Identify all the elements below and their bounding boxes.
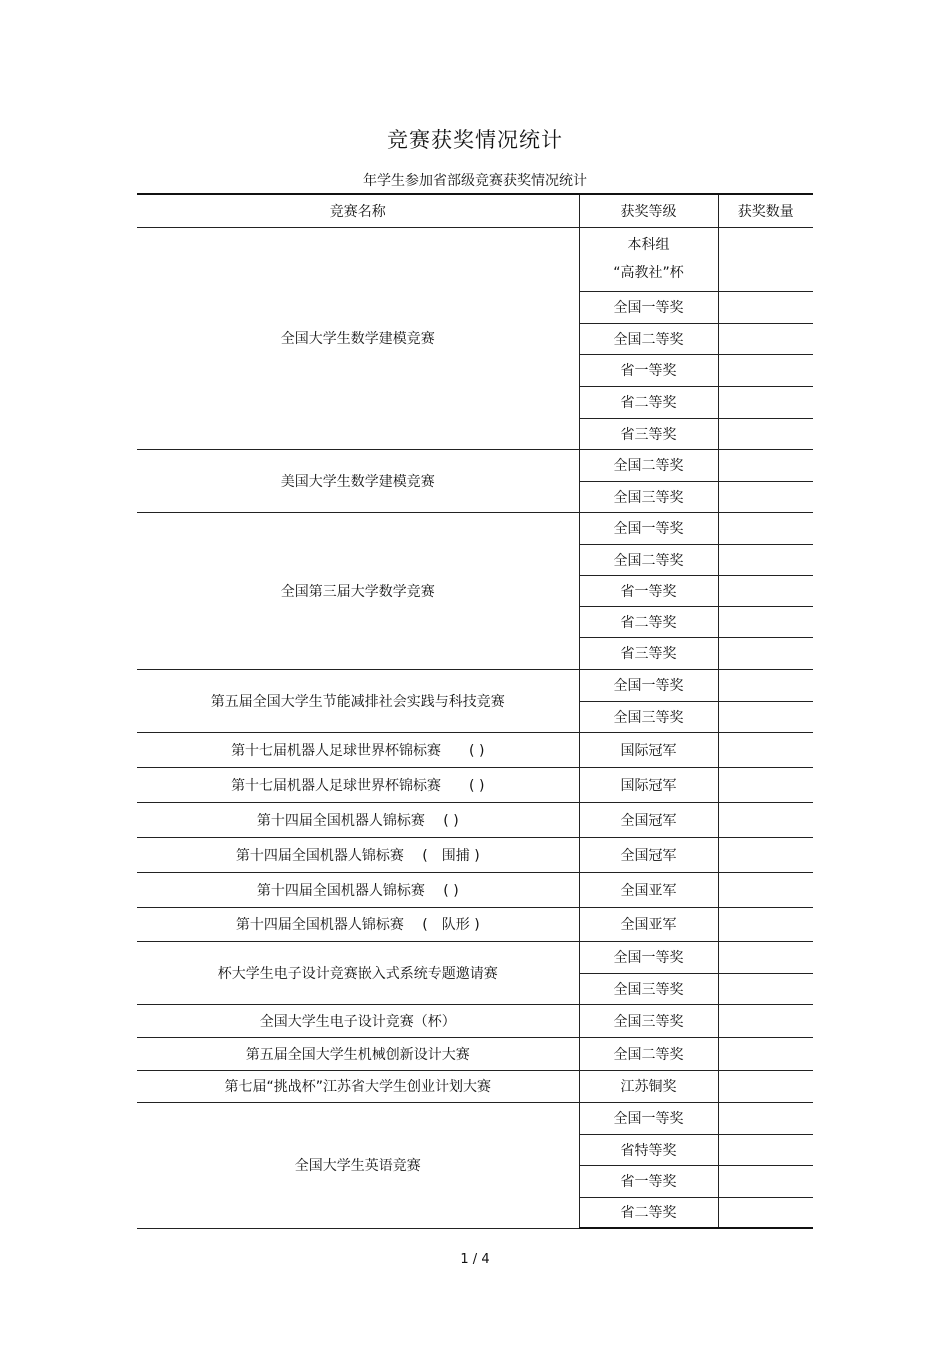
competition-name-cell: 美国大学生数学建模竞赛 [137, 449, 579, 512]
award-count-cell [718, 1004, 813, 1037]
award-level-cell: 全国冠军 [579, 837, 718, 872]
award-count-cell [718, 1037, 813, 1070]
award-level-cell: 省三等奖 [579, 418, 718, 449]
competition-name-cell: 第五届全国大学生机械创新设计大赛 [137, 1037, 579, 1070]
award-count-cell [718, 227, 813, 291]
award-level-cell: 全国三等奖 [579, 701, 718, 732]
table-row [137, 837, 813, 872]
award-level-cell: 全国亚军 [579, 872, 718, 907]
table-row [137, 227, 813, 291]
table-row [137, 1004, 813, 1037]
award-level-cell: 全国一等奖 [579, 1102, 718, 1134]
award-count-cell [718, 575, 813, 606]
competition-name-cell: 第十七届机器人足球世界杯锦标赛 ( ) [137, 732, 579, 767]
table-row [137, 669, 813, 701]
award-count-cell [718, 1197, 813, 1228]
header-award-level: 获奖等级 [579, 194, 718, 227]
award-count-cell [718, 512, 813, 544]
competition-name-cell: 第十四届全国机器人锦标赛 ( 围捕 ) [137, 837, 579, 872]
award-count-cell [718, 606, 813, 637]
table-body [137, 227, 813, 1228]
competition-name-cell: 第十四届全国机器人锦标赛 ( 队形 ) [137, 907, 579, 941]
award-count-cell [718, 1102, 813, 1134]
award-count-cell [718, 323, 813, 354]
awards-table [137, 193, 813, 1229]
competition-name-cell: 全国大学生电子设计竞赛（杯） [137, 1004, 579, 1037]
award-count-cell [718, 481, 813, 512]
award-count-cell [718, 1165, 813, 1197]
award-level-cell: 全国三等奖 [579, 481, 718, 512]
award-level-cell: 全国二等奖 [579, 1037, 718, 1070]
award-level-cell: 国际冠军 [579, 732, 718, 767]
award-count-cell [718, 1134, 813, 1165]
award-level-cell: 省三等奖 [579, 637, 718, 669]
award-level-cell: 省一等奖 [579, 1165, 718, 1197]
competition-name-cell: 第十四届全国机器人锦标赛 ( ) [137, 802, 579, 837]
award-count-cell [718, 973, 813, 1004]
award-count-cell [718, 701, 813, 732]
award-count-cell [718, 1070, 813, 1102]
table-row [137, 941, 813, 973]
header-competition-name: 竞赛名称 [137, 194, 579, 227]
award-level-line: 本科组 [627, 237, 670, 253]
award-level-cell: 全国一等奖 [579, 291, 718, 323]
award-count-cell [718, 837, 813, 872]
competition-name-cell: 杯大学生电子设计竞赛嵌入式系统专题邀请赛 [137, 941, 579, 1004]
award-level-cell: 全国亚军 [579, 907, 718, 941]
award-level-line: “高教社”杯 [613, 265, 684, 281]
award-level-cell: 全国二等奖 [579, 544, 718, 575]
table-row [137, 1102, 813, 1134]
award-count-cell [718, 449, 813, 481]
table-row [137, 872, 813, 907]
table-row [137, 449, 813, 481]
table-row [137, 907, 813, 941]
award-count-cell [718, 386, 813, 418]
award-level-cell: 省一等奖 [579, 354, 718, 386]
award-level-cell: 全国三等奖 [579, 973, 718, 1004]
competition-name-cell: 全国大学生英语竞赛 [137, 1102, 579, 1228]
award-count-cell [718, 802, 813, 837]
award-level-cell: 省一等奖 [579, 575, 718, 606]
competition-name-cell: 第五届全国大学生节能减排社会实践与科技竞赛 [137, 669, 579, 732]
table-row [137, 1070, 813, 1102]
document-subtitle: 年学生参加省部级竞赛获奖情况统计 [363, 173, 587, 189]
competition-name-cell: 第七届“挑战杯”江苏省大学生创业计划大赛 [137, 1070, 579, 1102]
award-level-cell [579, 227, 718, 291]
award-level-cell: 全国一等奖 [579, 512, 718, 544]
page-number: 1 / 4 [460, 1252, 490, 1267]
award-level-cell: 江苏铜奖 [579, 1070, 718, 1102]
award-level-cell: 全国一等奖 [579, 941, 718, 973]
award-count-cell [718, 732, 813, 767]
award-level-cell: 省二等奖 [579, 606, 718, 637]
competition-name-cell: 全国第三届大学数学竞赛 [137, 512, 579, 669]
award-count-cell [718, 767, 813, 802]
table-row [137, 512, 813, 544]
award-count-cell [718, 418, 813, 449]
award-level-cell: 全国冠军 [579, 802, 718, 837]
table-row [137, 767, 813, 802]
award-level-cell: 省二等奖 [579, 1197, 718, 1228]
award-count-cell [718, 291, 813, 323]
table-row [137, 1037, 813, 1070]
award-count-cell [718, 637, 813, 669]
award-count-cell [718, 669, 813, 701]
table-header-row [137, 194, 813, 227]
award-level-cell: 国际冠军 [579, 767, 718, 802]
award-level-cell: 省二等奖 [579, 386, 718, 418]
award-count-cell [718, 907, 813, 941]
competition-name-cell: 第十四届全国机器人锦标赛 ( ) [137, 872, 579, 907]
table-row [137, 802, 813, 837]
competition-name-cell: 全国大学生数学建模竞赛 [137, 227, 579, 449]
table-row [137, 732, 813, 767]
document-title: 竞赛获奖情况统计 [387, 128, 563, 152]
award-level-cell: 全国二等奖 [579, 449, 718, 481]
award-count-cell [718, 941, 813, 973]
award-count-cell [718, 354, 813, 386]
header-award-count: 获奖数量 [718, 194, 813, 227]
award-count-cell [718, 544, 813, 575]
award-level-cell: 全国二等奖 [579, 323, 718, 354]
competition-name-cell: 第十七届机器人足球世界杯锦标赛 ( ) [137, 767, 579, 802]
award-level-cell: 全国三等奖 [579, 1004, 718, 1037]
award-level-cell: 省特等奖 [579, 1134, 718, 1165]
award-level-cell: 全国一等奖 [579, 669, 718, 701]
award-count-cell [718, 872, 813, 907]
